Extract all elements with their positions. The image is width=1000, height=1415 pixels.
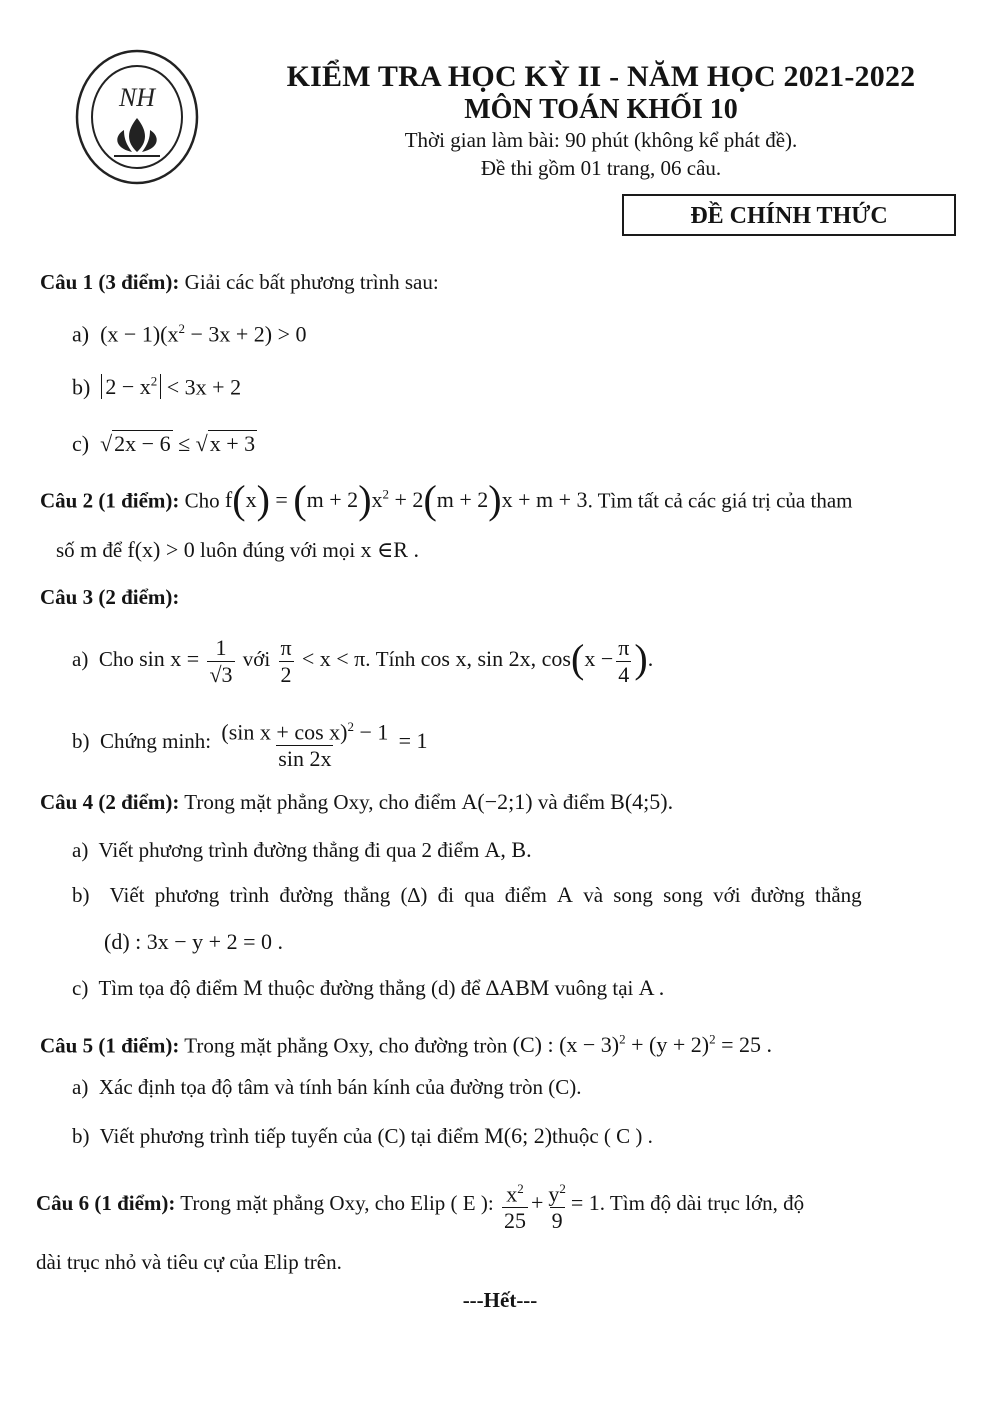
q2-cho: Cho: [184, 488, 220, 513]
q3b-text: Chứng minh:: [100, 729, 212, 753]
q4c-text: Tìm tọa độ điểm: [98, 976, 238, 1000]
q3-label-line: [40, 583, 179, 611]
q4-line: Câu 4 (2 điểm): Trong mặt phẳng Oxy, cho điểm A(−2;1) và điểm B(4;5).: [40, 789, 674, 814]
q1b: b) $2 - x^2 < 3x + 2$: [72, 374, 242, 400]
q4b-marker: b): [72, 883, 90, 907]
q4-text: Trong mặt phẳng Oxy, cho điểm: [184, 790, 457, 814]
q4b-line2: (d) : 3x − y + 2 = 0 .: [104, 929, 283, 954]
q5a-marker: a): [72, 1075, 89, 1099]
q4a-text: Viết phương trình đường thẳng đi qua 2 điểm: [98, 838, 480, 862]
q1-text: Giải các bất phương trình sau:: [184, 270, 439, 294]
q2-so: số: [56, 538, 75, 562]
q4b-line1: b) Viết phương trình đường thẳng (∆) đi qua điểm A và song song với đường thẳng: [72, 882, 862, 907]
q4-and: và điểm: [537, 790, 605, 814]
q3a: a) Cho sin x = $\frac{1}{√3}$ với $\frac{\pi}{2}$ < x < π. Tính cos x, sin 2x, cos(x − $\frac{\pi}{4}$ ).: [72, 634, 654, 687]
q1-label: Câu 1 (3 điểm):: [40, 270, 180, 294]
q5b-text2: thuộc ( C ) .: [552, 1124, 653, 1148]
q5b: b) Viết phương trình tiếp tuyến của (C) tại điểm M(6; 2)thuộc ( C ) .: [72, 1123, 653, 1148]
q2-de: để: [102, 538, 123, 562]
q1-line: [40, 268, 439, 296]
q6-label: Câu 6 (1 điểm):: [36, 1191, 176, 1215]
q4c-text3: vuông tại: [554, 976, 634, 1000]
q5a-text: Xác định tọa độ tâm và tính bán kính của đường tròn (C).: [98, 1075, 582, 1099]
q4c: c) Tìm tọa độ điểm M thuộc đường thẳng (d) để ∆ABM vuông tại A .: [72, 975, 665, 1000]
q3a-marker: a): [72, 647, 89, 671]
q4a-marker: a): [72, 838, 89, 862]
q1c: c) √2x − 6 ≤ √x + 3: [72, 431, 256, 456]
q1c-marker: c): [72, 431, 90, 456]
exam-time: Thời gian làm bài: 90 phút (không kể phát đề).: [404, 128, 798, 152]
q2-line2: số m để f(x) > 0 luôn đúng với mọi x ∈R .: [56, 537, 419, 562]
q3a-voi: với: [242, 647, 271, 671]
official-stamp: ĐỀ CHÍNH THỨC: [622, 194, 956, 236]
q2-tail: . Tìm tất cả các giá trị của tham: [587, 488, 853, 513]
q2-label: Câu 2 (1 điểm):: [40, 488, 180, 513]
end-marker: ---Hết---: [462, 1288, 538, 1312]
school-seal-logo: [74, 48, 200, 186]
q3b-marker: b): [72, 729, 90, 753]
q5-text: Trong mặt phẳng Oxy, cho đường tròn: [184, 1033, 508, 1058]
q6-line2: dài trục nhỏ và tiêu cự của Elip trên.: [36, 1250, 342, 1274]
q4a: a) Viết phương trình đường thẳng đi qua 2 điểm A, B.: [72, 837, 532, 862]
q3-label: Câu 3 (2 điểm):: [40, 585, 180, 609]
q4-label: Câu 4 (2 điểm):: [40, 790, 180, 814]
exam-pages: Đề thi gồm 01 trang, 06 câu.: [480, 156, 722, 180]
q4c-marker: c): [72, 976, 89, 1000]
q4b-text: Viết phương trình đường thẳng (∆) đi qua điểm: [109, 883, 547, 907]
q5a: [72, 1073, 581, 1101]
q5-label: Câu 5 (1 điểm):: [40, 1033, 180, 1058]
q5b-text: Viết phương trình tiếp tuyến của (C) tại điểm: [99, 1124, 479, 1148]
q4b-text2: và song song với đường thẳng: [583, 883, 862, 907]
q3b: b) Chứng minh: $\frac{(\sin x + \cos x)^2 - 1}{\sin 2x}$ = 1: [72, 719, 428, 772]
exam-subject: MÔN TOÁN KHỐI 10: [464, 94, 738, 125]
seal-initials: NH: [118, 83, 156, 112]
q1a: a) $(x - 1)(x^2 - 3x + 2) > 0$: [72, 321, 307, 347]
q5b-marker: b): [72, 1124, 90, 1148]
q4c-text2: thuộc đường thẳng (d) để: [267, 976, 481, 1000]
q2-line1: Câu 2 (1 điểm): Cho $f(x) = (m + 2)x^2 + 2(m + 2)x + m + 3$. Tìm tất cả các giá trị của tham: [40, 477, 853, 523]
q5-line: Câu 5 (1 điểm): Trong mặt phẳng Oxy, cho đường tròn (C) : $(x - 3)^2 + (y + 2)^2 = 25$ .: [40, 1032, 773, 1058]
q3a-cho: Cho: [98, 647, 134, 671]
q3a-tinh: . Tính: [365, 647, 416, 671]
q6-tail: . Tìm độ dài trục lớn, độ: [599, 1191, 805, 1215]
q1a-marker: a): [72, 321, 90, 347]
q1b-marker: b): [72, 374, 91, 400]
exam-title: KIỂM TRA HỌC KỲ II - NĂM HỌC 2021-2022: [286, 60, 916, 93]
q2-luon: luôn đúng với mọi: [200, 538, 356, 562]
q6-text: Trong mặt phẳng Oxy, cho Elip ( E ):: [180, 1191, 494, 1215]
q6-line1: Câu 6 (1 điểm): Trong mặt phẳng Oxy, cho Elip ( E ): $\frac{x^2}{25}$ + $\frac{y^2}{9}$ = 1. Tìm độ dài trục lớn, độ: [36, 1181, 805, 1234]
